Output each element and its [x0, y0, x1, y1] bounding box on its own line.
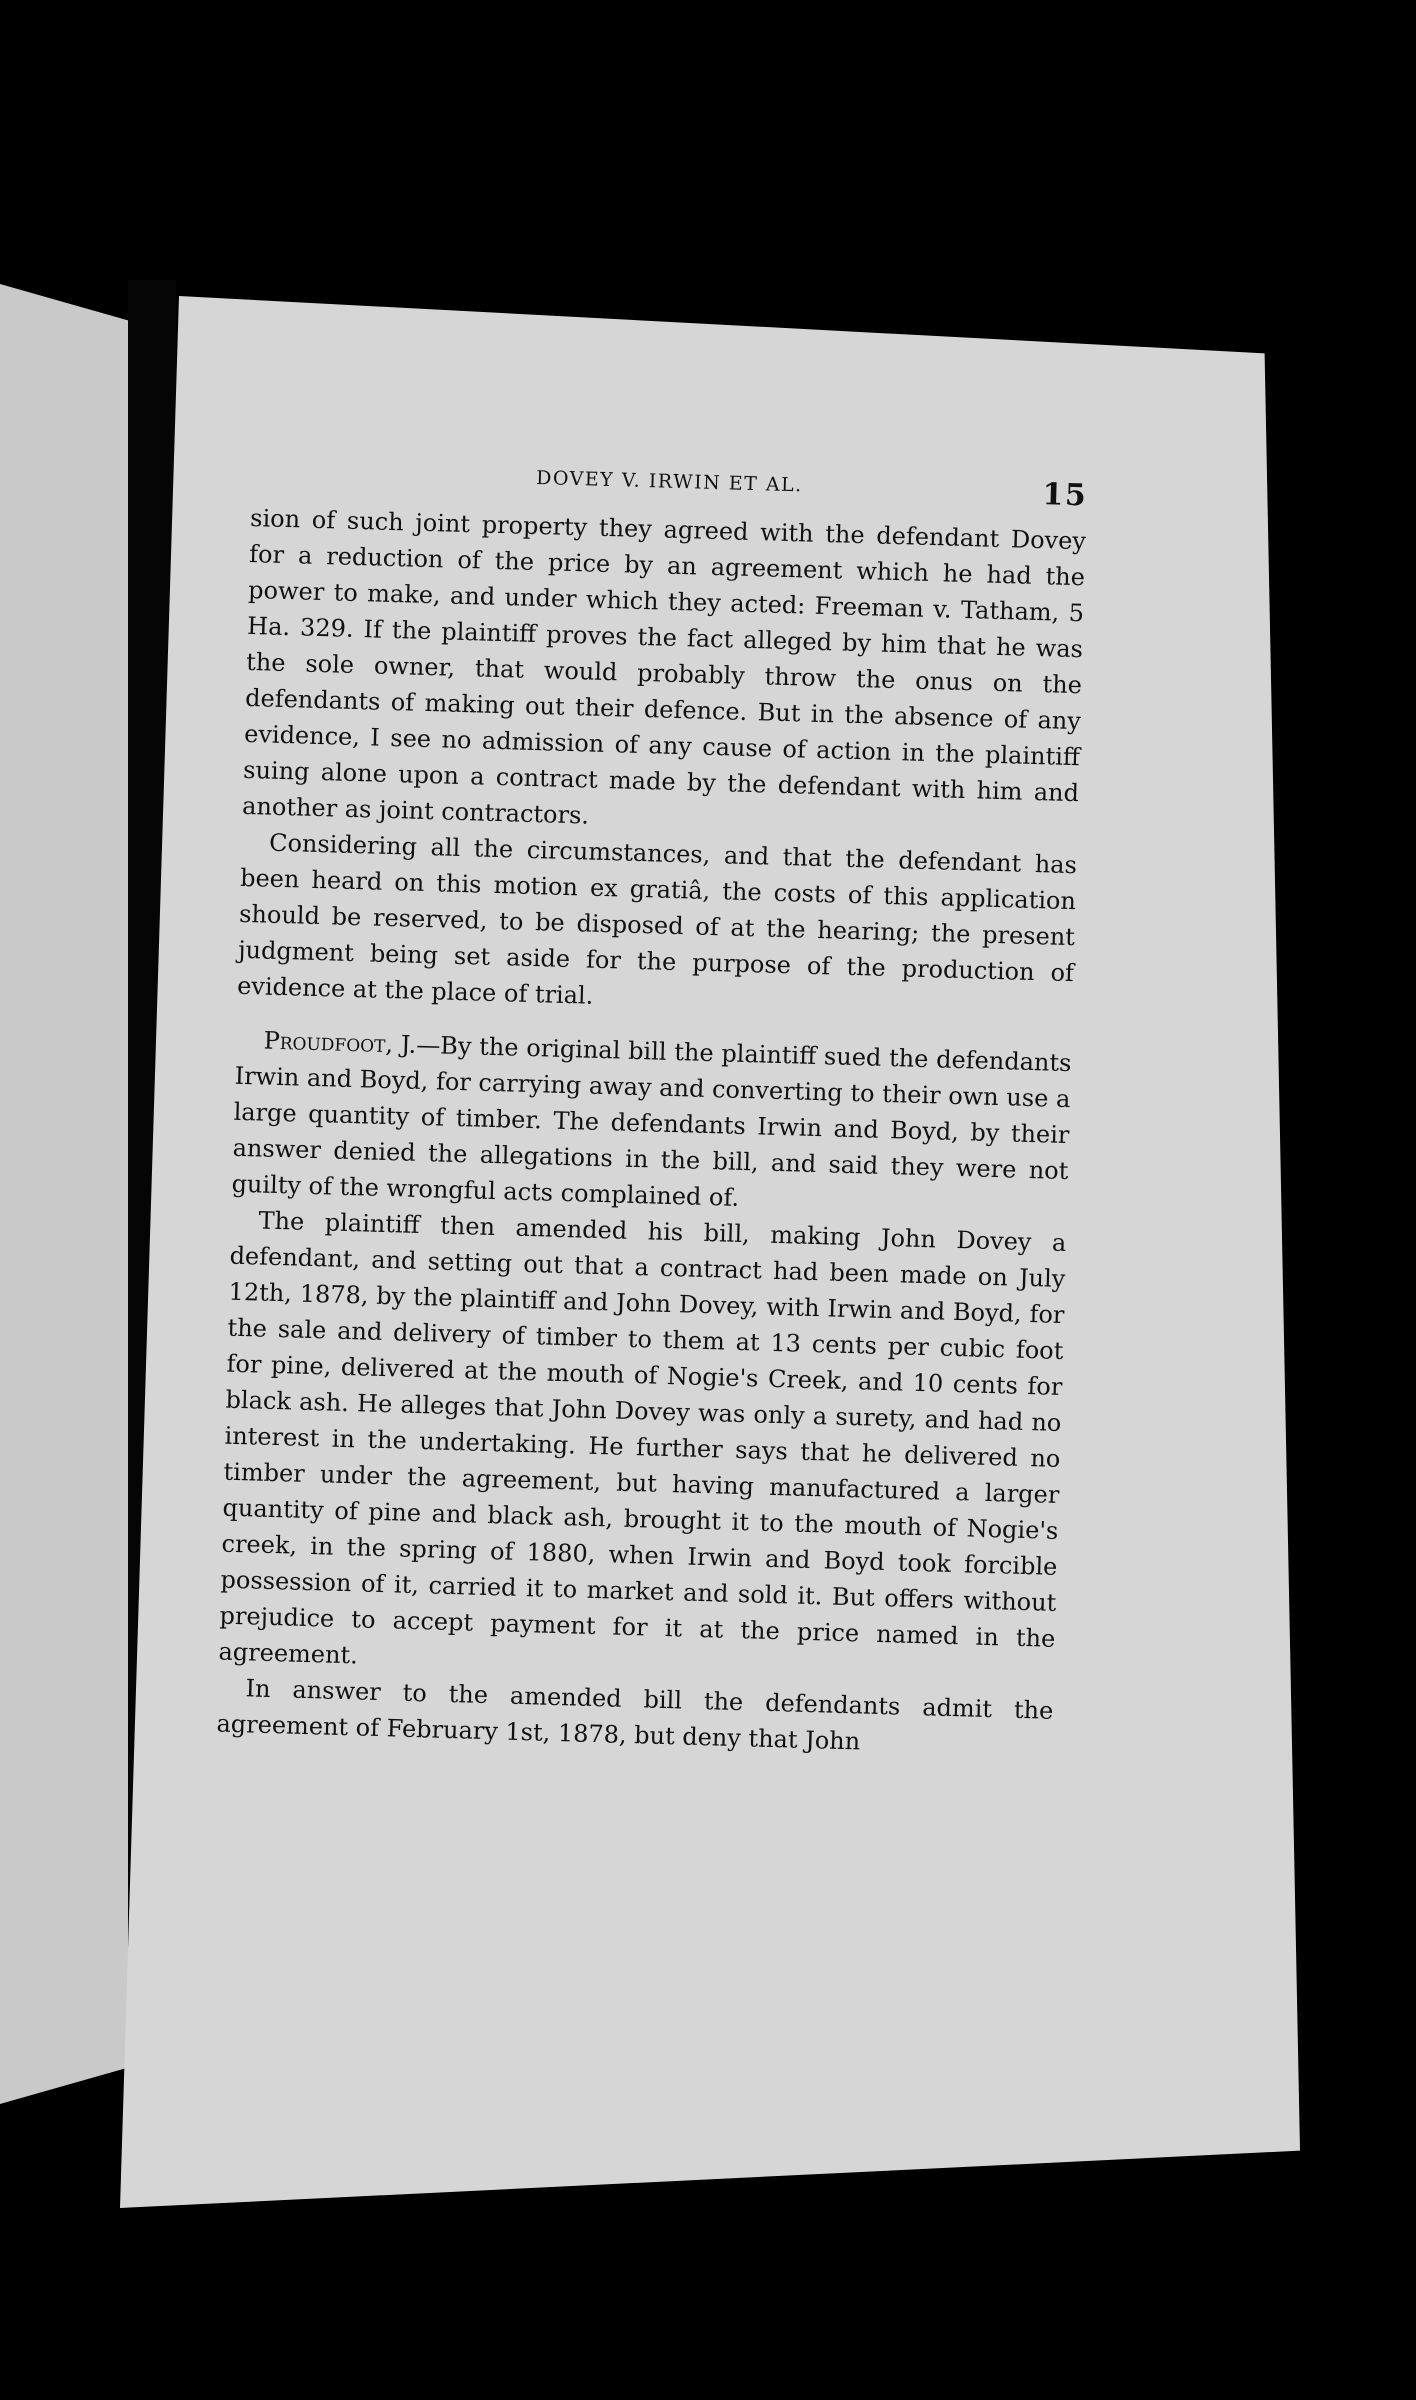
paragraph-3	[231, 1022, 1072, 1225]
page-number: 15	[1041, 477, 1088, 514]
adjacent-page-edge	[0, 284, 128, 2104]
paragraph-text: Considering all the circumstances, and that the defendant has been heard on this motion ex gratiâ, the costs of this application should be reserved, to be disposed of at the hearing; the present judgment being set aside for the purpose of the production of evidence at the place of trial.	[236, 828, 1078, 1010]
paragraph-2	[237, 824, 1078, 1027]
paragraph-text: sion of such joint property they agreed with the defendant Dovey for a reduction of the price by an agreement which he had the power to make, and under which they acted: Freeman v. Tatham, 5 Ha. 329. If the plaintiff proves the fact alleged by him that he was the sole owner, that would probably throw the onus on the defendants of making out their defence. But in the absence of any evidence, I see no admission of any cause of action in the plaintiff suing alone upon a contract made by the defendant with him and another as joint contractors.	[241, 503, 1087, 830]
paragraph-text: —By the original bill the plaintiff sued the defendants Irwin and Boyd, for carrying away and converting to their own use a large quantity of timber. The defendants Irwin and Boyd, by their answer denied the allegations in the bill, and said they were not guilty of the wrongful acts complained of.	[231, 1030, 1072, 1212]
page-text	[208, 456, 1087, 2039]
running-title: DOVEY V. IRWIN ET AL.	[535, 466, 804, 497]
paragraph-text: The plaintiff then amended his bill, making John Dovey a defendant, and setting out that a contract had been made on July 12th, 1878, by the plaintiff and John Dovey, with Irwin and Boyd, for the sale and delivery of timber to them at 13 cents per cubic foot for pine, delivered at the mouth of Nogie's Creek, and 10 cents for black ash. He alleges that John Dovey was only a surety, and had no interest in the undertaking. He further says that he delivered no timber under the agreement, but having manufactured a larger quantity of pine and black ash, brought it to the mouth of Nogie's creek, in the spring of 1880, when Irwin and Boyd took forcible possession of it, carried it to market and sold it. But offers without prejudice to accept payment for it at the price named in the agreement.	[218, 1206, 1067, 1670]
paragraph-1	[242, 500, 1087, 847]
judge-name: Proudfoot, J.	[263, 1026, 417, 1059]
paragraph-4	[218, 1202, 1067, 1693]
paragraph-text: In answer to the amended bill the defendants admit the agreement of February 1st, 1878, but deny that John	[216, 1674, 1054, 1756]
